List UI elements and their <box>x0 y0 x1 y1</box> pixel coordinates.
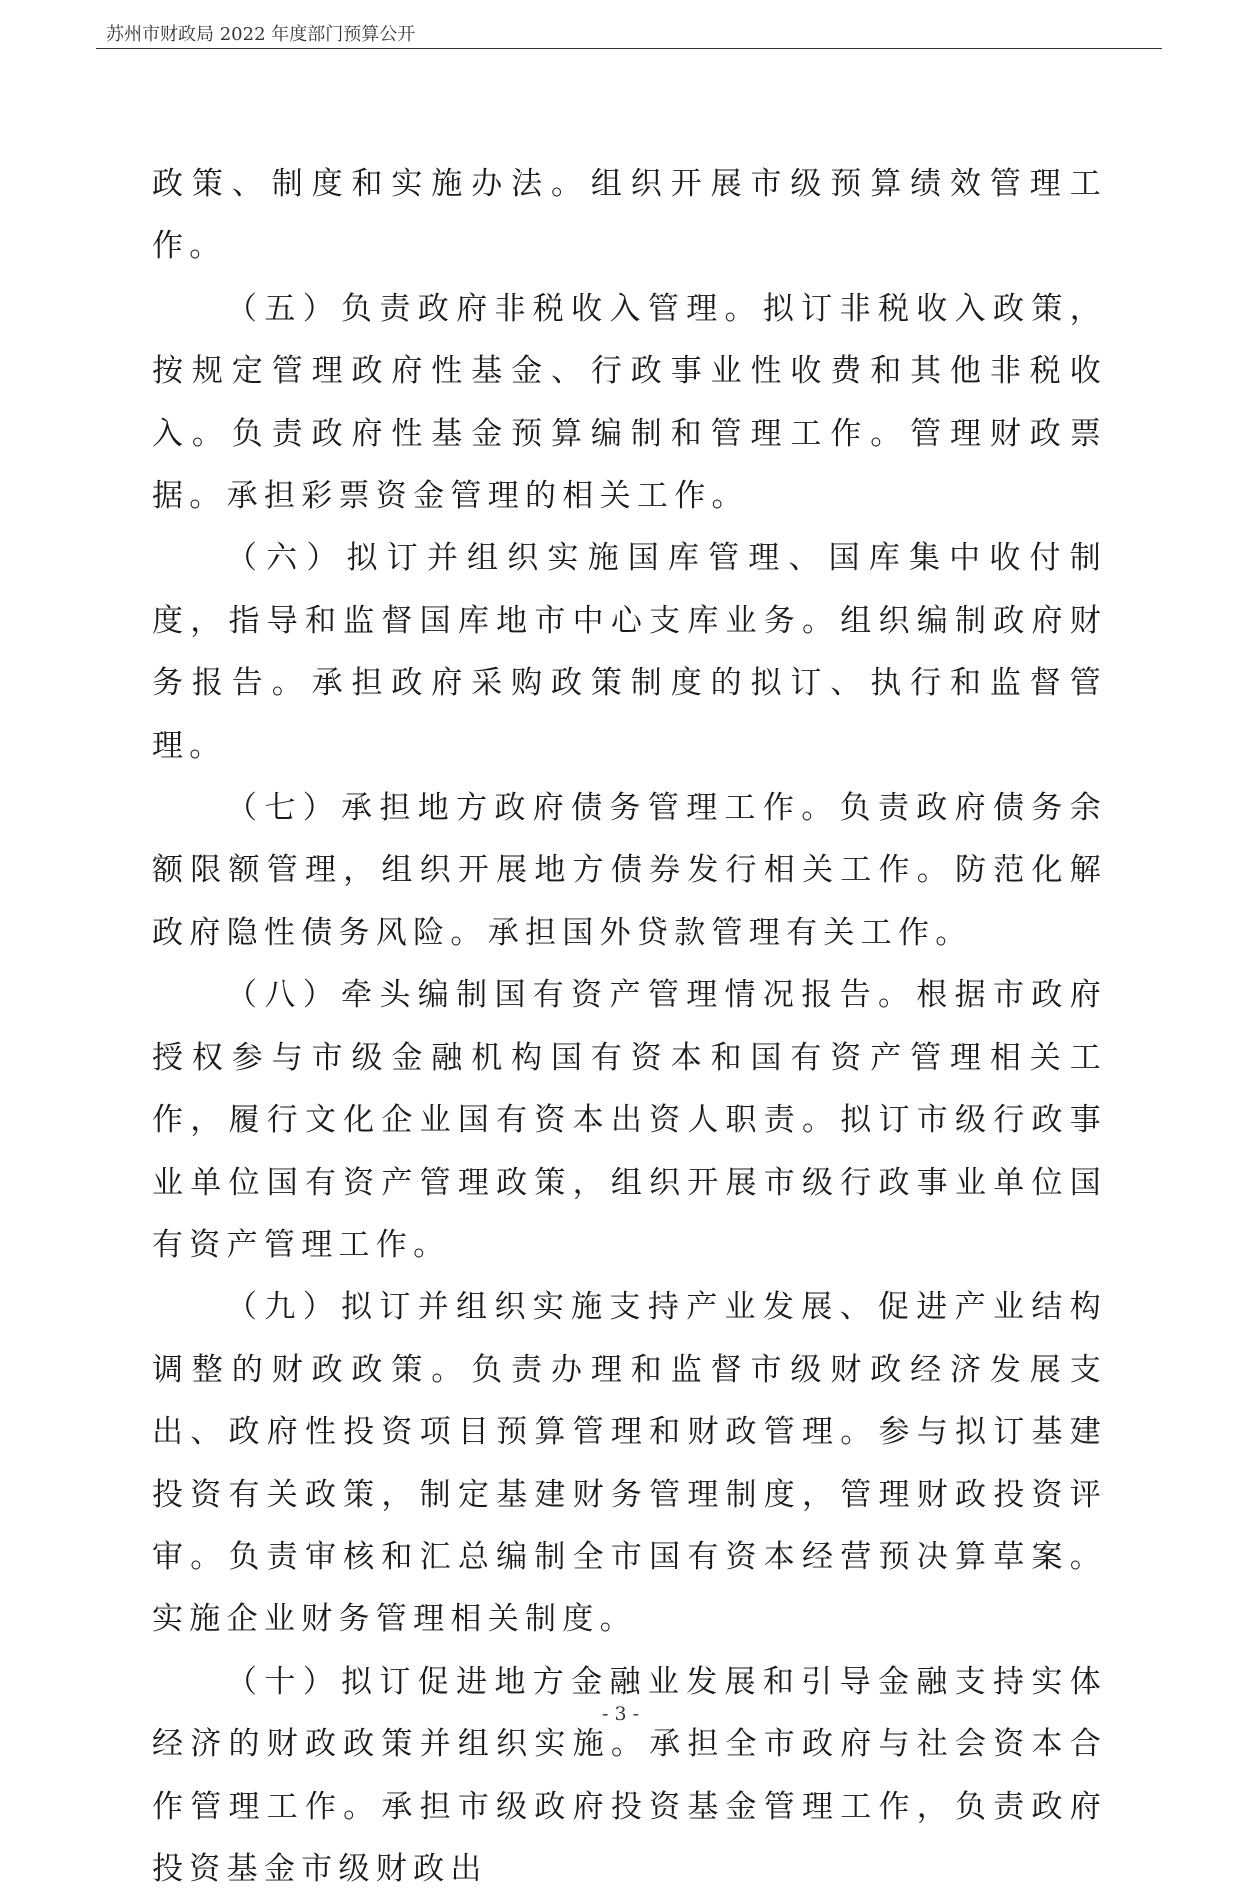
paragraph-item-7: （七）承担地方政府债务管理工作。负责政府债务余额限额管理，组织开展地方债券发行相关工作。防范化解政府隐性债务风险。承担国外贷款管理有关工作。 <box>152 790 1107 951</box>
paragraph-item-6: （六）拟订并组织实施国库管理、国库集中收付制度，指导和监督国库地市中心支库业务。组织编制政府财务报告。承担政府采购政策制度的拟订、执行和监督管理。 <box>152 540 1107 764</box>
page-number: - 3 - <box>601 1703 639 1725</box>
paragraph-item-8: （八）牵头编制国有资产管理情况报告。根据市政府授权参与市级金融机构国有资本和国有资产管理相关工作，履行文化企业国有资本出资人职责。拟订市级行政事业单位国有资产管理政策，组织开展市级行政事业单位国有资产管理工作。 <box>152 977 1107 1263</box>
header-title: 苏州市财政局 2022 年度部门预算公开 <box>106 24 416 45</box>
paragraph-item-9: （九）拟订并组织实施支持产业发展、促进产业结构调整的财政政策。负责办理和监督市级财政经济发展支出、政府性投资项目预算管理和财政管理。参与拟订基建投资有关政策，制定基建财务管理制度，管理财政投资评审。负责审核和汇总编制全市国有资本经营预决算草案。实施企业财务管理相关制度。 <box>152 1289 1107 1638</box>
paragraph-item-5: （五）负责政府非税收入管理。拟订非税收入政策，按规定管理政府性基金、行政事业性收费和其他非税收入。负责政府性基金预算编制和管理工作。管理财政票据。承担彩票资金管理的相关工作。 <box>152 290 1107 515</box>
document-body <box>152 153 1107 1900</box>
paragraph-item-10: （十）拟订促进地方金融业发展和引导金融支持实体经济的财政政策并组织实施。承担全市政府与社会资本合作管理工作。承担市级政府投资基金管理工作，负责政府投资基金市级财政出 <box>152 1663 1107 1887</box>
paragraph-continuation: 政策、制度和实施办法。组织开展市级预算绩效管理工作。 <box>152 166 1107 265</box>
page-header <box>96 12 1162 49</box>
